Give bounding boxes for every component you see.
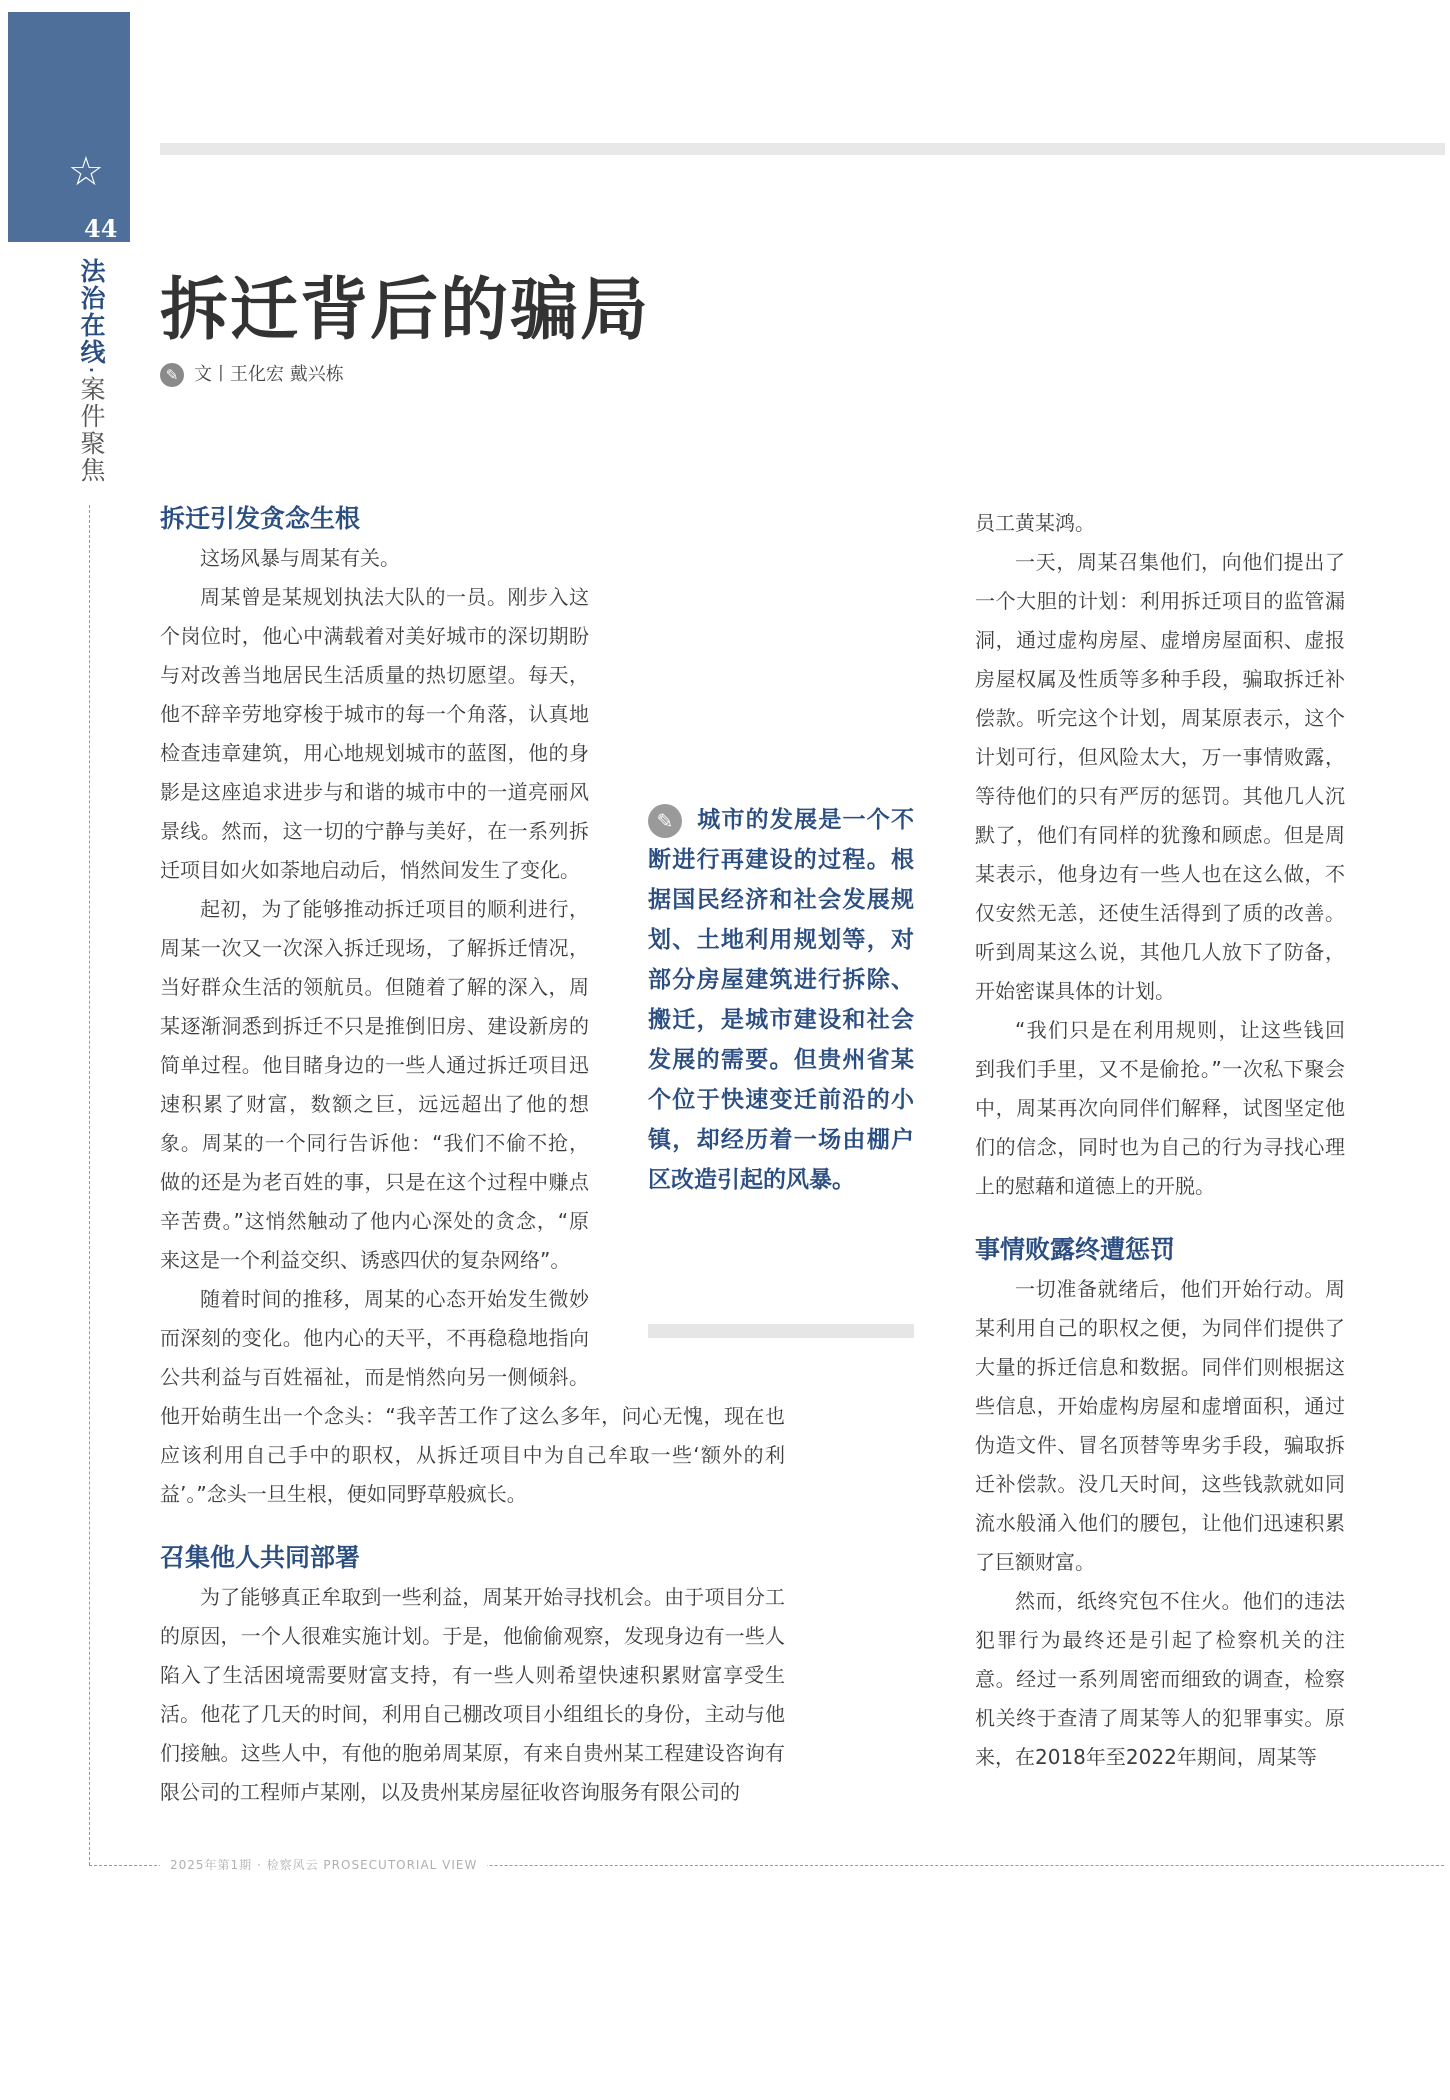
paragraph: 为了能够真正牟取到一些利益，周某开始寻找机会。由于项目分工的原因，一个人很难实施计划。于是，他偷偷观察，发现身边有一些人陷入了生活困境需要财富支持，有一些人则希望快速积累财富享受生活。他花了几天的时间，利用自己棚改项目小组组长的身份，主动与他们接触。这些人中，有他的胞弟周某原，有来自贵州某工程建设咨询有限公司的工程师卢某刚，以及贵州某房屋征收咨询服务有限公司的 <box>160 1585 785 1804</box>
paragraph: 周某曾是某规划执法大队的一员。刚步入这个岗位时，他心中满载着对美好城市的深切期盼与对改善当地居民生活质量的热切愿望。每天，他不辞辛劳地穿梭于城市的每一个角落，认真地检查违章建筑，用心地规划城市的蓝图，他的身影是这座追求进步与和谐的城市中的一道亮丽风景线。然而，这一切的宁静与美好，在一系列拆迁项目如火如荼地启动后，悄然间发生了变化。 <box>160 585 589 882</box>
pen-icon: ✎ <box>160 363 184 387</box>
section-sub: 案件聚焦 <box>77 375 106 484</box>
quote-icon: ✎ <box>648 804 682 838</box>
subheading-2: 召集他人共同部署 <box>160 1543 361 1572</box>
margin-dashed-line <box>89 505 90 1865</box>
pull-quote-rule <box>648 1324 914 1338</box>
paragraph: 一天，周某召集他们，向他们提出了一个大胆的计划：利用拆迁项目的监管漏洞，通过虚构房屋、虚增房屋面积、虚报房屋权属及性质等多种手段，骗取拆迁补偿款。听完这个计划，周某原表示，这个计划可行，但风险太大，万一事情败露，等待他们的只有严厉的惩罚。其他几人沉默了，他们有同样的犹豫和顾虑。但是周某表示，他身边有一些人也在这么做，不仅安然无恙，还使生活得到了质的改善。听到周某这么说，其他几人放下了防备，开始密谋具体的计划。 <box>975 550 1345 1003</box>
pull-quote <box>648 800 914 1200</box>
pull-quote-text: 城市的发展是一个不断进行再建设的过程。根据国民经济和社会发展规划、土地利用规划等，对部分房屋建筑进行拆除、搬迁，是城市建设和社会发展的需要。但贵州省某个位于快速变迁前沿的小镇，却经历着一场由棚户区改造引起的风暴。 <box>648 807 914 1193</box>
section-label <box>76 258 106 484</box>
byline-text: 文丨王化宏 戴兴栋 <box>194 364 344 385</box>
subheading-3: 事情败露终遭惩罚 <box>975 1235 1176 1264</box>
page-number: 44 <box>84 214 118 243</box>
paragraph: “我们只是在利用规则，让这些钱回到我们手里，又不是偷抢。”一次私下聚会中，周某再次向同伴们解释，试图坚定他们的信念，同时也为自己的行为寻找心理上的慰藉和道德上的开脱。 <box>975 1018 1345 1198</box>
page-tab <box>8 12 130 242</box>
byline <box>160 362 344 388</box>
paragraph: 然而，纸终究包不住火。他们的违法犯罪行为最终还是引起了检察机关的注意。经过一系列周密而细致的调查，检察机关终于查清了周某等人的犯罪事实。原来，在2018年至2022年期间，周某等 <box>975 1589 1345 1769</box>
section-dot: · <box>77 366 106 376</box>
paragraph: 员工黄某鸿。 <box>975 511 1095 535</box>
section-main: 法治在线 <box>77 258 106 366</box>
footer-text: 2025年第1期 · 检察风云 PROSECUTORIAL VIEW <box>160 1856 487 1873</box>
paragraph: 随着时间的推移，周某的心态开始发生微妙而深刻的变化。他内心的天平，不再稳稳地指向公共利益与百姓福祉，而是悄然向另一侧倾斜。他开始萌生出一个念头：“我辛苦工作了这么多年，问心无愧，现在也应该利用自己手中的职权，从拆迁项目中为自己牟取一些‘额外的利益’。”念头一旦生根，便如同野草般疯长。 <box>160 1287 785 1506</box>
body-right-column <box>975 504 1345 1777</box>
article-title: 拆迁背后的骗局 <box>160 271 651 350</box>
paragraph: 一切准备就绪后，他们开始行动。周某利用自己的职权之便，为同伴们提供了大量的拆迁信息和数据。同伴们则根据这些信息，开始虚构房屋和虚增面积，通过伪造文件、冒名顶替等卑劣手段，骗取拆迁补偿款。没几天时间，这些钱款就如同流水般涌入他们的腰包，让他们迅速积累了巨额财富。 <box>975 1277 1345 1574</box>
star-icon: ☆ <box>68 149 104 195</box>
subheading-1: 拆迁引发贪念生根 <box>160 504 361 533</box>
paragraph: 这场风暴与周某有关。 <box>200 546 400 570</box>
paragraph: 起初，为了能够推动拆迁项目的顺利进行，周某一次又一次深入拆迁现场，了解拆迁情况，当好群众生活的领航员。但随着了解的深入，周某逐渐洞悉到拆迁不只是推倒旧房、建设新房的简单过程。他目睹身边的一些人通过拆迁项目迅速积累了财富，数额之巨，远远超出了他的想象。周某的一个同行告诉他：“我们不偷不抢，做的还是为老百姓的事，只是在这个过程中赚点辛苦费。”这悄然触动了他内心深处的贪念，“原来这是一个利益交织、诱惑四伏的复杂网络”。 <box>160 897 589 1272</box>
top-rule <box>160 143 1445 155</box>
